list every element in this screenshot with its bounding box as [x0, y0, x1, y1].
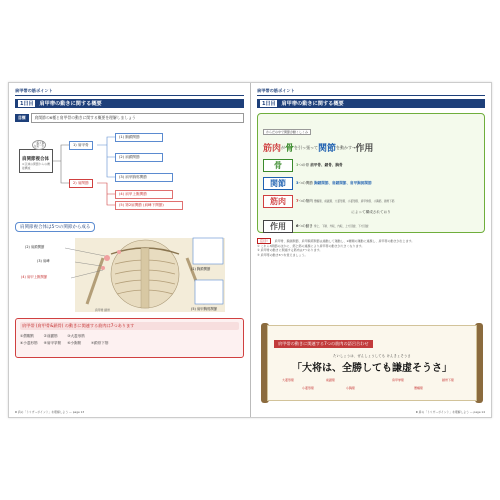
root-node [19, 142, 53, 173]
note-line: ② 肩甲骨の動きに関連する筋肉は7つあります。 [257, 248, 323, 253]
node-shoulder-joint: 2) 肩関節 [69, 179, 93, 188]
root-name: 肩関節複合体 [22, 157, 49, 162]
leaf-3: (3) 肩甲胸郭関節 [115, 173, 173, 182]
muscle-list-box [15, 318, 244, 358]
tile-action: 作用 [263, 220, 293, 233]
mnemonic-reading: たいしょうは、ぜんしょうしても けんきょそうさ [332, 354, 412, 358]
flow-muscle: 筋肉 [263, 144, 282, 154]
day-badge: 1日目 [20, 101, 34, 107]
note-line: ③ 肩甲帯の動き6つを覚えましょう。 [257, 252, 308, 257]
section-label: 肩甲帯の筋ポイント [257, 88, 485, 96]
day-badge: 1日目 [262, 101, 276, 107]
muscle-item: ⑥小胸筋 [67, 341, 82, 345]
root-sub: 4 区域の関節からの機能構成 [22, 162, 50, 170]
muscle-item: ②前鋸筋 [43, 334, 58, 338]
row-desc: 3つの骨 肩甲骨、鎖骨、胸骨 [296, 163, 343, 167]
flow-action: 作用 [355, 144, 374, 154]
book-spread [8, 82, 492, 418]
row-desc: 7つの筋肉 僧帽筋、前鋸筋、大菱形筋、小菱形筋、肩甲挙筋、小胸筋、鎖骨下筋 [296, 199, 395, 203]
part-label: 小胸筋 [346, 386, 356, 390]
right-footer: Ⅲ 肩の「トリガーポイント」を理解しよう — page 14 [415, 410, 485, 414]
skeleton-illustration [15, 234, 245, 314]
scroll-title: 肩甲帯の動きに関連する7つの筋肉の語呂合わせ [274, 340, 373, 348]
muscle-item: ⑦鎖骨下筋 [90, 341, 109, 345]
row-desc: 6つの動き 挙上、下制、外転、内転、上方回旋、下方回旋 [296, 224, 369, 228]
row-joints [263, 177, 479, 190]
node-scapula: 1) 肩甲骨 [69, 141, 93, 150]
day-title: 肩甲帯の動きに関する概要 [39, 101, 102, 107]
goal-tag: 目標 [15, 114, 29, 122]
row-actions [263, 220, 479, 233]
label-acromioclavicular: (2) 肩鎖関節 [25, 245, 45, 249]
skeleton-caption: 肩甲骨 鎖骨 [95, 308, 110, 312]
root-bubble: 一番大事な第一歩 [33, 142, 45, 148]
part-label: 肩甲挙筋 [392, 378, 405, 382]
mechanism-box [257, 113, 485, 233]
flow-pull: を引っ張って [294, 144, 319, 150]
leaf-2: (2) 肩鎖関節 [115, 153, 163, 162]
left-footer: Ⅲ 肩の「トリガーポイント」を理解しよう — page 13 [15, 410, 85, 414]
constituted-text: によって構成されており [351, 210, 391, 214]
muscle-item: ⑤肩甲挙筋 [43, 341, 62, 345]
left-page [9, 83, 251, 417]
tile-joint: 関節 [263, 177, 293, 190]
leaf-5: (5) 第2肩関節 (肩峰下関節) [115, 201, 183, 210]
label-glenohumeral: (4) 肩甲上腕関節 [21, 275, 48, 279]
row-bones [263, 159, 479, 172]
part-label: 小菱形筋 [302, 386, 315, 390]
part-label: 前鋸筋 [326, 378, 336, 382]
tile-bone: 骨 [263, 159, 293, 172]
muscle-list-title: 肩甲帯 (肩甲骨&鎖骨) の動きに関連する筋肉は7つあります [20, 322, 239, 330]
muscle-list [20, 334, 239, 346]
day-title: 肩甲帯の動きに関する概要 [281, 101, 344, 107]
flow-bone: 骨 [285, 144, 295, 154]
notes-heading: 注目! [257, 238, 271, 244]
muscle-item: ③大菱形筋 [67, 334, 85, 338]
part-label: 僧帽筋 [414, 386, 424, 390]
day-bar [257, 99, 485, 108]
label-sternoclavicular: (1) 胸鎖関節 [191, 267, 211, 271]
goal-text: 肩関節の6種と肩甲骨の動きに関する概要を理解しましょう [31, 113, 244, 123]
skeleton-title: 肩関節複合体は5つの関節から成る [15, 222, 95, 232]
joint-tree-diagram [15, 129, 244, 213]
label-scapulothoracic: (5) 肩甲胸郭関節 [191, 307, 218, 311]
muscle-item: ①僧帽筋 [20, 334, 35, 338]
mnemonic-phrase: 「大将は、全勝しても謙虚そうさ」 [292, 363, 452, 374]
mechanism-note: からだの中で関節が動くしくみ [263, 129, 311, 135]
flow-move: を動かす→ [336, 144, 356, 150]
leaf-1: (1) 胸鎖関節 [115, 133, 163, 142]
right-page [251, 83, 491, 417]
part-label: 鎖骨下筋 [442, 378, 455, 382]
label-acromion: (3) 肩峰 [37, 259, 50, 263]
leaf-4: (4) 肩甲上腕関節 [115, 190, 173, 199]
mnemonic-scroll [261, 323, 483, 403]
note-line: ① これら3関節のほかに、筋と筋の連携により肩甲帯の動きが大きくなります。 [257, 244, 365, 249]
day-bar [15, 99, 244, 108]
part-label: 大菱形筋 [282, 378, 295, 382]
scroll-paper [267, 325, 477, 401]
flow-ga: が [281, 144, 286, 150]
mnemonic-parts [274, 376, 470, 396]
notes-section [257, 238, 485, 257]
goal-row [15, 113, 244, 123]
mechanism-flow [263, 141, 479, 154]
section-label: 肩甲帯の筋ポイント [15, 88, 244, 96]
tile-muscle: 筋肉 [263, 195, 293, 208]
note-line: 肩甲骨、胸鎖関節、肩甲胸郭関節は連動して運動し、2種類の運動に連携し、肩甲帯の動きが生じます。 [274, 239, 415, 243]
shoulder-skeleton-figure [15, 234, 244, 314]
row-muscles [263, 195, 479, 208]
row-desc: 3つの関節 胸鎖関節、肩鎖関節、肩甲胸郭関節 [296, 181, 372, 185]
muscle-item: ④小菱形筋 [20, 341, 38, 345]
flow-joint: 関節 [318, 144, 337, 154]
